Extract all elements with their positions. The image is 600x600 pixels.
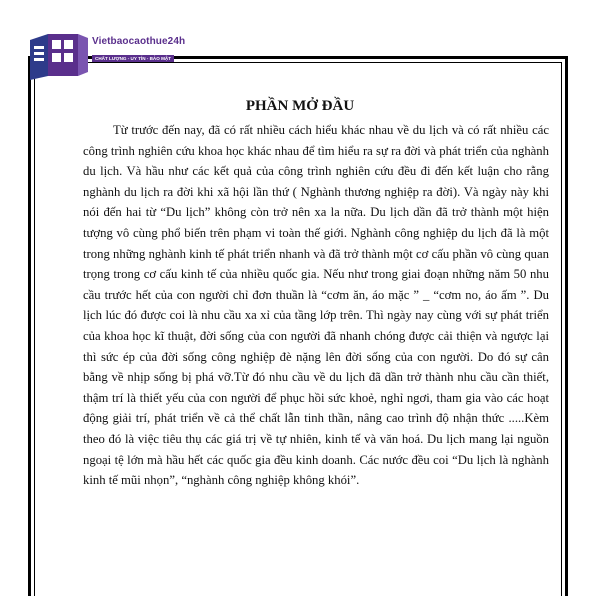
page-title: PHẦN MỞ ĐẦU <box>245 98 355 114</box>
body-paragraph: Từ trước đến nay, đã có rất nhiều cách hiểu khác nhau về du lịch và có rất nhiều các công trình nghiên cứu khoa học khác nhau để tìm hiểu ra sự ra đời và phát triển của nghành du lịch. Và hầu như các kết quả của công trình nghiên cứu đều đi đến kết luận cho rằng nghành du lịch ra đời khi xã hội lần thứ ( Nghành thương nghiệp ra đời). Và ngày này khi nói đến hai từ “Du lịch” không còn trở nên xa la nữa. Du lịch dần đã trở thành một hiện tượng vô cùng phổ biến trên phạm vi toàn thế giới. Nghành công nghiệp du lịch đã là một trong những nghành kinh tế phát triển nhanh và đã trở thành một cơ cấu phần vô cùng quan trọng trong cơ cấu kinh tế của nhiều quốc gia. Nếu như trong giai đoạn những năm 50 nhu cầu trước hết của con người chỉ đơn thuần là “cơm ăn, áo mặc ” _ “cơm no, áo ấm ”. Du lịch lúc đó được coi là nhu cầu xa xỉ của tầng lớp trên. Thì ngày nay cùng với sự phát triển của khoa học kĩ thuật, đời sống của con người đã nhanh chóng được cải thiện và ngược lại thì sức ép của đời sống công nghiệp đè nặng lên đời sống của con người. Do đó sự cân bằng về nhịp sống bị phá vỡ.Từ đó nhu cầu về du lịch đã dần trở thành nhu cầu cần thiết, thậm trí là thiết yếu của con người để phục hồi sức khoẻ, nghỉ ngơi, tham gia vào các hoạt động giải trí, phát triển về cả thể chất lẫn tinh thần, nâng cao trình độ nhận thức .....Kèm theo đó là việc tiêu thụ các giá trị về tự nhiên, kinh tế và văn hoá. Du lịch mang lại nguồn ngoại tệ lớn mà hầu hết các quốc gia đều kinh doanh. Các nước đều coi “Du lịch là nghành kinh tế mũi nhọn”, “nghành công nghiệp không khói”. <box>83 123 549 488</box>
brand-block <box>92 36 185 65</box>
book-building-logo-icon <box>26 30 92 82</box>
brand-tagline: CHẤT LƯỢNG - UY TÍN - BẢO MẬT <box>92 55 174 62</box>
brand-name: Vietbaocaothue24h <box>92 36 186 47</box>
